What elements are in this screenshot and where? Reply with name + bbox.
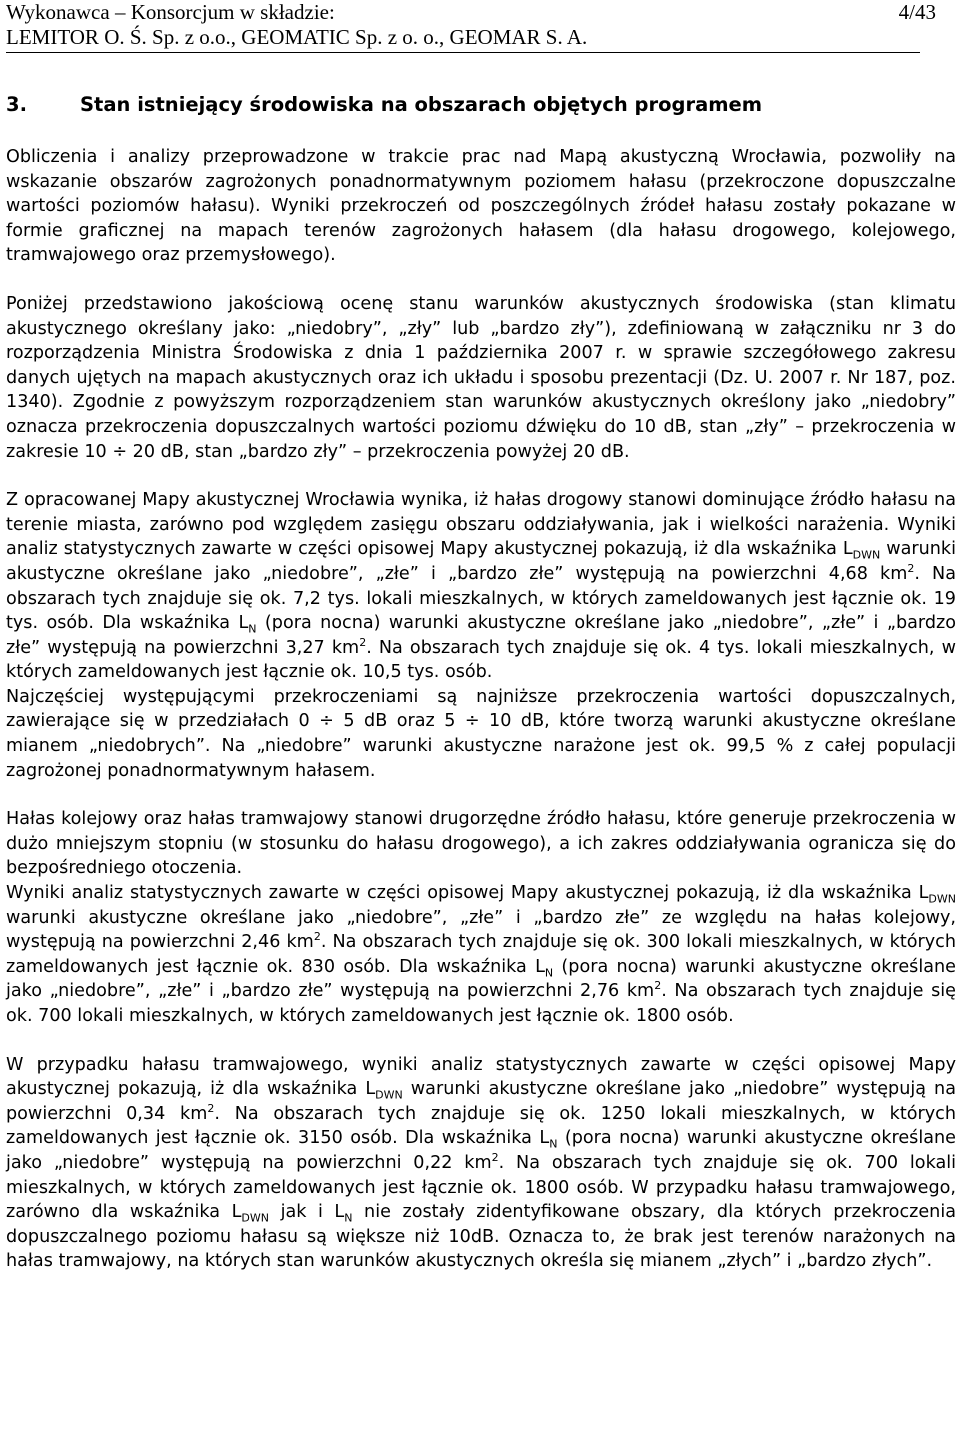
paragraph-assessment: Poniżej przedstawiono jakościową ocenę stanu warunków akustycznych środowiska (stan klimatu akustycznego określany jako: „niedobry”, „zły” lub „bardzo zły”), zdefiniowaną w załączniku nr 3 do rozporządzenia Ministra Środowiska z dnia 1 października 2007 r. w sprawie szczegółowego zakresu danych ujętych na mapach akustycznych oraz ich układu i sposobu prezentacji (Dz. U. 2007 r. Nr 187, poz. 1340). Zgodnie z powyższym rozporządzeniem stan warunków akustycznych określony jako „niedobry” oznacza przekroczenia dopuszczalnych wartości poziomu dźwięku do 10 dB, stan „zły” – przekroczenia w zakresie 10 ÷ 20 dB, stan „bardzo zły” – przekroczenia powyżej 20 dB. (6, 293, 956, 462)
paragraph-rail-noise: Wyniki analiz statystycznych zawarte w części opisowej Mapy akustycznej pokazują, iż dla wskaźnika $L_{DWN}$ warunki akustyczne określane jako „niedobre”, „złe” i „bardzo złe” ze względu na hałas kolejowy, występują na powierzchni 2,46 $km^2$. Na obszarach tych znajduje się ok. 300 lokali mieszkalnych, w których zameldowanych jest łącznie ok. 830 osób. Dla wskaźnika $L_N$ (pora nocna) warunki akustyczne określane jako „niedobre”, „złe” i „bardzo złe” występują na powierzchni 2,76 $km^2$. Na obszarach tych znajduje się ok. 700 lokali mieszkalnych, w których zameldowanych jest łącznie ok. 1800 osób. (6, 883, 956, 1026)
paragraph-road-noise: Z opracowanej Mapy akustycznej Wrocławia wynika, iż hałas drogowy stanowi dominujące źródło hałasu na terenie miasta, zarówno pod względem zasięgu obszaru oddziaływania, jak i wielkości narażenia. Wyniki analiz statystycznych zawarte w części opisowej Mapy akustycznej pokazują, iż dla wskaźnika $L_{DWN}$ warunki akustyczne określane jako „niedobre”, „złe” i „bardzo złe” występują na powierzchni 4,68 $km^2$. Na obszarach tych znajduje się ok. 7,2 tys. lokali mieszkalnych, w których zameldowanych jest łącznie ok. 19 tys. osób. Dla wskaźnika $L_N$ (pora nocna) warunki akustyczne określane jako „niedobre”, „złe” i „bardzo złe” występują na powierzchni 3,27 $km^2$. Na obszarach tych znajduje się ok. 4 tys. lokali mieszkalnych, w których zameldowanych jest łącznie ok. 10,5 tys. osób. (6, 490, 957, 683)
header-divider (6, 52, 920, 53)
paragraph-intro: Obliczenia i analizy przeprowadzone w trakcie prac nad Mapą akustyczną Wrocławia, pozwoliły na wskazanie obszarów zagrożonych ponadnormatywnym poziomem hałasu (przekroczone dopuszczalne wartości poziomów hałasu). Wyniki przekroczeń od poszczególnych źródeł hałasu zostały pokazane w formie graficznej na mapach terenów zagrożonych hałasem (dla hałasu drogowego, kolejowego, tramwajowego oraz przemysłowego). (6, 147, 956, 266)
paragraph-exceedances: Najczęściej występującymi przekroczeniami są najniższe przekroczenia wartości dopuszczalnych, zawierające się w przedziałach 0 ÷ 5 dB oraz 5 ÷ 10 dB, które tworzą warunki akustyczne określane mianem „niedobrych”. Na „niedobre” warunki akustyczne narażone jest ok. 99,5 % z całej populacji zagrożonej ponadnormatywnym hałasem. (6, 686, 956, 781)
paragraph-rail-tram: Hałas kolejowy oraz hałas tramwajowy stanowi drugorzędne źródło hałasu, które generuje przekroczenia w dużo mniejszym stopniu (w stosunku do hałasu drogowego), a ich zakres oddziaływania ogranicza się do bezpośredniego otoczenia. (6, 809, 956, 879)
page-number: 4/43 (898, 0, 936, 24)
page-header (6, 0, 956, 50)
contractor-label: Wykonawca – Konsorcjum w składzie: (6, 0, 335, 24)
section-number: 3. (6, 93, 27, 116)
paragraph-tram-noise: W przypadku hałasu tramwajowego, wyniki analiz statystycznych zawarte w części opisowej Mapy akustycznej pokazują, iż dla wskaźnika $L_{DWN}$ warunki akustyczne określane jako „niedobre” występują na powierzchni 0,34 $km^2$. Na obszarach tych znajduje się ok. 1250 lokali mieszkalnych, w których zameldowanych jest łącznie ok. 3150 osób. Dla wskaźnika $L_N$ (pora nocna) warunki akustyczne określane jako „niedobre” występują na powierzchni 0,22 $km^2$. Na obszarach tych znajduje się ok. 700 lokali mieszkalnych, w których zameldowanych jest łącznie ok. 1800 osób. W przypadku hałasu tramwajowego, zarówno dla wskaźnika $L_{DWN}$ jak i $L_N$ nie zostały zidentyfikowane obszary, dla których przekroczenia dopuszczalnego poziomu hałasu są większe niż 10dB. Oznacza to, że brak jest terenów narażonych na hałas tramwajowy, na których stan warunków akustycznych określa się mianem „złych” i „bardzo złych”. (6, 1054, 957, 1272)
section-title: Stan istniejący środowiska na obszarach objętych programem (80, 93, 763, 116)
document-body (6, 145, 956, 1274)
consortium-members: LEMITOR O. Ś. Sp. z o.o., GEOMATIC Sp. z o. o., GEOMAR S. A. (6, 25, 588, 49)
document-page (6, 0, 957, 1272)
section-heading (6, 92, 762, 118)
